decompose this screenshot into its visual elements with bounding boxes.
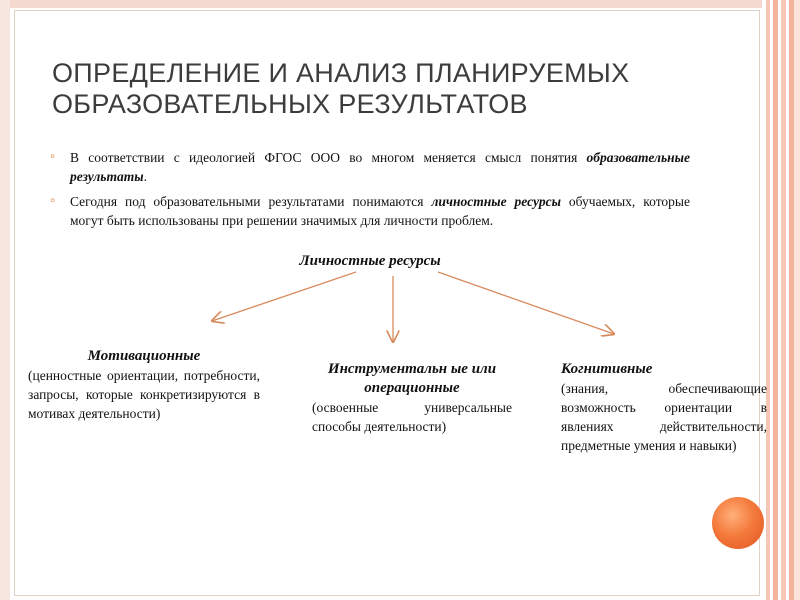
title-line-1: ОПРЕДЕЛЕНИЕ И АНАЛИЗ ПЛАНИРУЕМЫХ	[52, 58, 630, 88]
column-1-heading: Мотивационные	[87, 348, 201, 364]
root-label: Личностные ресурсы	[299, 253, 441, 269]
bullet-dot-icon: ◦	[50, 149, 56, 165]
bullet-1-text: В соответствии с идеологией ФГОС ООО во многом меняется смысл понятия	[70, 150, 587, 165]
bullet-2-text: Сегодня под образовательными результатами понимаются	[70, 194, 432, 209]
column-2-heading: Инструментальн ые или операционные	[327, 361, 497, 396]
bullet-dot-icon: ◦	[50, 193, 56, 209]
bullet-1-emphasis: образовательные результаты	[70, 150, 690, 184]
bullet-2-text-after: обучаемых, которые могут быть использованы при решении значимых для личности проблем.	[70, 194, 690, 228]
column-cognitive	[561, 360, 767, 455]
column-motivational	[28, 347, 260, 423]
column-instrumental	[312, 360, 512, 436]
column-3-heading: Когнитивные	[561, 361, 653, 377]
title-line-2: ОБРАЗОВАТЕЛЬНЫХ РЕЗУЛЬТАТОВ	[52, 89, 528, 119]
arrow-to-cognitive	[438, 272, 614, 334]
bullet-2-emphasis: личностные ресурсы	[431, 194, 561, 209]
decorative-orb	[712, 497, 764, 549]
arrow-to-motivational	[212, 272, 356, 321]
column-3-body: (знания, обеспечивающие возможность ориентации в явлениях действительности, предметные умения и навыки)	[561, 381, 767, 453]
bullet-1-text-after: .	[143, 169, 147, 184]
column-1-body: (ценностные ориентации, потребности, запросы, которые конкретизируются в мотивах деятельности)	[28, 368, 260, 421]
column-2-body: (освоенные универсальные способы деятельности)	[312, 400, 512, 434]
